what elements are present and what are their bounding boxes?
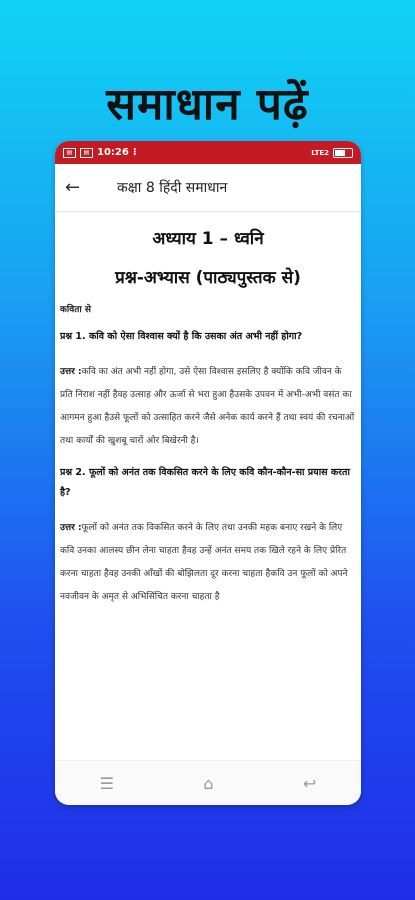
question-1: प्रश्न 1. कवि को ऐसा विश्वास क्यों है कि उसका अंत अभी नहीं होगा? — [60, 331, 303, 342]
answer-2 — [60, 517, 356, 609]
section-label: कविता से — [60, 305, 91, 315]
sim-icon: ▤ — [63, 148, 76, 158]
status-bar — [55, 141, 361, 164]
system-nav-bar — [55, 760, 361, 805]
answer-text: फूलों को अनंत तक विकसित करने के लिए तथा उनकी महक बनाए रखने के लिए कवि उनका आलस्य छीन लेना चाहता हैवह उन्हें अनंत समय तक खिले रहने के लिए प्रेरित करना चाहता हैवह उनकी आँखों की बोझिलता दूर करना चाहता हैकवि उन फूलों को अपने नवजीवन के अमृत से अभिसिंचित करना चाहता है — [60, 523, 348, 602]
question-2: प्रश्न 2. फूलों को अनंत तक विकसित करने के लिए कवि कौन-कौन-सा प्रयास करता है? — [60, 467, 350, 498]
menu-icon[interactable]: ☰ — [99, 773, 115, 793]
content-area[interactable] — [55, 212, 361, 759]
sim-icon-2: ▤ — [80, 148, 93, 158]
phone-frame — [55, 141, 361, 805]
promo-title: समाधान पढ़ें — [106, 79, 309, 130]
app-bar — [55, 164, 361, 212]
network-label: LTE2 — [311, 148, 329, 157]
status-time: 10:26 — [97, 147, 129, 158]
answer-label: उत्तर : — [60, 367, 82, 377]
exercise-title: प्रश्न-अभ्यास (पाठ्यपुस्तक से) — [115, 268, 301, 288]
app-title: कक्षा 8 हिंदी समाधान — [117, 180, 228, 196]
back-nav-icon[interactable]: ↩ — [302, 773, 317, 793]
answer-label: उत्तर : — [60, 523, 82, 533]
battery-icon — [333, 148, 353, 158]
notification-icon: ⁝ — [132, 147, 137, 158]
answer-1 — [60, 361, 356, 453]
answer-text: कवि का अंत अभी नहीं होगा, उसे ऐसा विश्वास इसलिए है क्योंकि कवि जीवन के प्रति निराश नहीं हैवह उत्साह और ऊर्जा से भरा हुआ हैउसके उपवन में अभी-अभी वसंत का आगमन हुआ हैउसे फूलों को उत्साहित करने जैसे अनेक कार्य करने हैं तथा स्वयं की रचनाओं तथा कार्यों की खुशबू चारों ओर बिखेरनी है। — [60, 367, 355, 446]
back-arrow-icon[interactable]: ← — [65, 177, 81, 198]
chapter-title: अध्याय 1 – ध्वनि — [152, 229, 264, 249]
home-icon[interactable]: ⌂ — [203, 773, 214, 793]
